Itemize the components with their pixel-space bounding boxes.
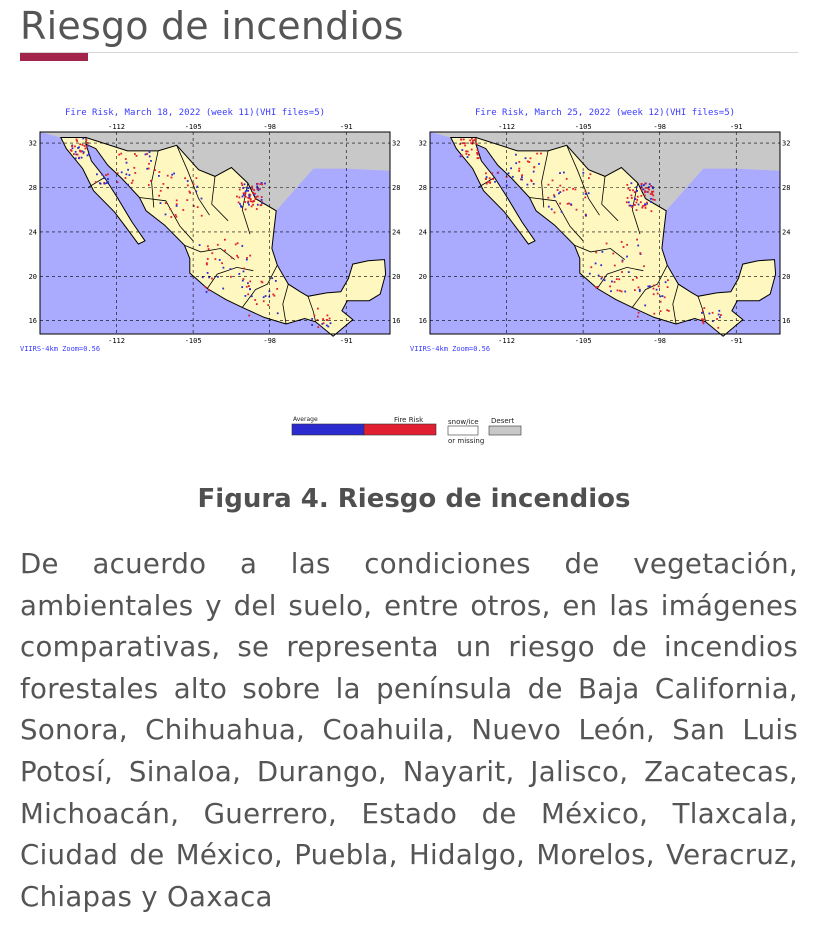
map-footer: VIIRS-4km Zoom=0.56 — [410, 345, 491, 353]
map-title: Fire Risk, March 25, 2022 (week 12)(VHI files=5) — [474, 108, 736, 118]
y-tick-label-left: 20 — [418, 272, 427, 281]
legend-average-swatch — [292, 424, 364, 435]
y-tick-label-right: 32 — [782, 139, 791, 148]
map-footer: VIIRS-4km Zoom=0.56 — [20, 345, 101, 353]
map-area — [29, 123, 401, 345]
x-tick-label-bottom: -105 — [184, 337, 202, 345]
legend-average-label: Average — [293, 416, 318, 423]
fire-risk-maps — [0, 100, 828, 370]
fire-risk-map-week-11 — [20, 100, 410, 360]
y-tick-label-right: 24 — [782, 228, 791, 237]
figure-caption: Figura 4. Riesgo de incendios — [197, 484, 631, 514]
title-accent-bar — [20, 53, 88, 61]
y-tick-label-right: 32 — [392, 139, 401, 148]
y-tick-label-right: 20 — [392, 272, 401, 281]
y-tick-label-right: 28 — [782, 183, 791, 192]
x-tick-label-top: -98 — [653, 123, 667, 131]
y-tick-label-right: 20 — [782, 272, 791, 281]
x-tick-label-top: -112 — [108, 123, 125, 131]
legend-missing-label: or missing — [448, 437, 485, 445]
legend-snow-swatch — [448, 426, 478, 435]
map-legend — [290, 413, 530, 447]
y-tick-label-right: 28 — [392, 183, 401, 192]
map-title: Fire Risk, March 18, 2022 (week 11)(VHI files=5) — [64, 108, 326, 118]
y-tick-label-right: 16 — [392, 317, 401, 326]
y-tick-label-left: 24 — [418, 228, 427, 237]
legend-fire-risk-label: Fire Risk — [394, 416, 424, 424]
y-tick-label-left: 32 — [418, 139, 427, 148]
fire-risk-map-week-12 — [410, 100, 800, 360]
x-tick-label-bottom: -98 — [653, 337, 667, 345]
y-tick-label-left: 28 — [28, 183, 37, 192]
y-tick-label-left: 20 — [28, 272, 37, 281]
title-divider — [20, 52, 798, 53]
x-tick-label-bottom: -91 — [339, 337, 353, 345]
x-tick-label-bottom: -112 — [498, 337, 515, 345]
x-tick-label-top: -91 — [339, 123, 353, 131]
y-tick-label-left: 32 — [28, 139, 37, 148]
legend-snow-label: snow/ice — [448, 418, 479, 426]
page-title: Riesgo de incendios — [20, 4, 404, 48]
legend-desert-label: Desert — [491, 417, 515, 425]
x-tick-label-top: -98 — [263, 123, 277, 131]
x-tick-label-bottom: -91 — [729, 337, 743, 345]
x-tick-label-bottom: -98 — [263, 337, 277, 345]
x-tick-label-top: -91 — [729, 123, 743, 131]
x-tick-label-bottom: -105 — [574, 337, 592, 345]
y-tick-label-left: 16 — [28, 317, 37, 326]
y-tick-label-left: 16 — [418, 317, 427, 326]
y-tick-label-right: 16 — [782, 317, 791, 326]
y-tick-label-right: 24 — [392, 228, 401, 237]
legend-fire-risk-swatch — [364, 424, 436, 435]
y-tick-label-left: 28 — [418, 183, 427, 192]
x-tick-label-top: -105 — [184, 123, 202, 131]
map-area — [419, 123, 791, 345]
y-tick-label-left: 24 — [28, 228, 37, 237]
x-tick-label-top: -105 — [574, 123, 592, 131]
x-tick-label-top: -112 — [498, 123, 515, 131]
x-tick-label-bottom: -112 — [108, 337, 125, 345]
body-paragraph: De acuerdo a las condiciones de vegetación, ambientales y del suelo, entre otros, en las imágenes comparativas, se representa un riesgo de incendios forestales alto sobre la península de Baja California, Sonora, Chihuahua, Coahuila, Nuevo León, San Luis Potosí, Sinaloa, Durango, Nayarit, Jalisco, Zacatecas, Michoacán, Guerrero, Estado de México, Tlaxcala, Ciudad de México, Puebla, Hidalgo, Morelos, Veracruz, Chiapas y Oaxaca — [20, 547, 798, 913]
legend-desert-swatch — [489, 426, 521, 435]
